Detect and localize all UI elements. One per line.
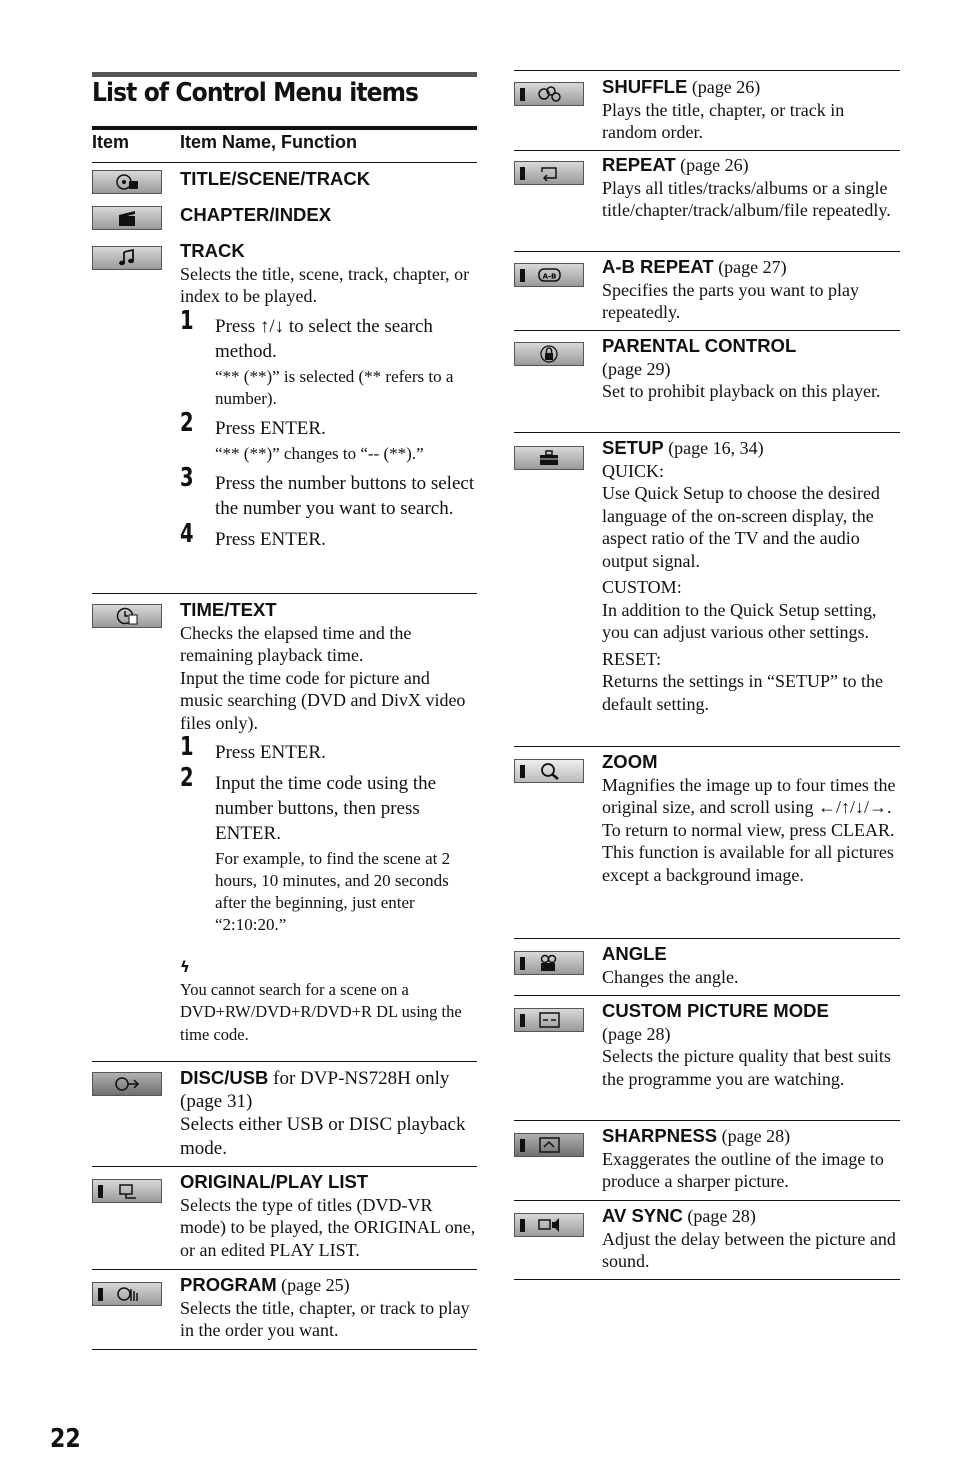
item-description: Specifies the parts you want to play repeatedly. xyxy=(602,279,859,322)
step-number: 2 xyxy=(180,407,194,438)
item-description: Magnifies the image up to four times the original size, and scroll using ←/↑/↓/→. xyxy=(602,774,896,817)
item-description: This function is available for all pictures except a background image. xyxy=(602,842,894,885)
row-time-text xyxy=(92,594,477,1062)
step-text: Input the time code using the number buttons, then press ENTER. xyxy=(215,773,437,844)
step xyxy=(180,305,477,410)
step-number: 1 xyxy=(180,305,194,336)
item-name: TRACK xyxy=(180,240,245,261)
step-text: Press ENTER. xyxy=(215,417,326,439)
item-description: Checks the elapsed time and the remaining playback time. xyxy=(180,622,412,665)
disc-title-icon xyxy=(92,170,162,194)
row-zoom xyxy=(514,747,900,939)
hint-icon: ϟ xyxy=(180,958,190,976)
item-name: CHAPTER/INDEX xyxy=(180,204,332,225)
item-page-ref: (page 28) xyxy=(682,1206,756,1226)
step-text: Press ENTER. xyxy=(215,528,326,550)
row-custom-picture-mode xyxy=(514,996,900,1121)
ab-repeat-icon xyxy=(514,263,584,287)
item-name: ORIGINAL/PLAY LIST xyxy=(180,1171,369,1192)
item-description: Set to prohibit playback on this player. xyxy=(602,381,881,401)
item-name: AV SYNC xyxy=(602,1205,683,1226)
item-description: Plays all titles/tracks/albums or a single title/chapter/track/album/file repeatedly. xyxy=(602,177,891,220)
item-page-ref: (page 27) xyxy=(713,257,787,277)
step-number: 4 xyxy=(180,518,194,549)
row-repeat xyxy=(514,150,900,252)
setup-custom-desc: In addition to the Quick Setup setting, you can adjust various other settings. xyxy=(602,599,877,642)
step-number: 3 xyxy=(180,462,194,493)
item-name: ANGLE xyxy=(602,943,667,964)
item-description: Changes the angle. xyxy=(602,966,739,987)
row-program xyxy=(92,1270,477,1350)
camera-angle-icon xyxy=(514,951,584,975)
item-name: SETUP xyxy=(602,437,664,458)
setup-reset-label: RESET: xyxy=(602,648,662,669)
item-name: PROGRAM xyxy=(180,1274,277,1295)
step xyxy=(180,407,477,465)
row-angle xyxy=(514,939,900,996)
row-setup xyxy=(514,433,900,747)
step-note: “** (**)” changes to “-- (**).” xyxy=(215,443,424,463)
step-note: “** (**)” is selected (** refers to a number). xyxy=(215,366,454,408)
item-page-ref: (page 26) xyxy=(675,155,749,175)
item-name: TIME/TEXT xyxy=(180,599,277,620)
setup-quick-desc: Use Quick Setup to choose the desired language of the on-screen display, the aspect ratio of the TV and the audio output signal. xyxy=(602,483,880,571)
setup-quick-label: QUICK: xyxy=(602,460,664,481)
column-header-name: Item Name, Function xyxy=(180,132,358,152)
sharpness-icon xyxy=(514,1133,584,1157)
item-name: DISC/USB xyxy=(180,1067,269,1088)
play-list-icon xyxy=(92,1179,162,1203)
item-description: Selects the type of titles (DVD-VR mode) to be played, the ORIGINAL one, or an edited PLAY LIST. xyxy=(180,1194,476,1260)
item-page-ref: (page 25) xyxy=(276,1275,350,1295)
item-page-ref: (page 26) xyxy=(687,77,761,97)
item-description: Adjust the delay between the picture and sound. xyxy=(602,1228,896,1271)
item-page-ref: (page 28) xyxy=(602,1023,671,1044)
row-shuffle xyxy=(514,70,900,151)
av-sync-icon xyxy=(514,1213,584,1237)
step-note: For example, to find the scene at 2 hours, 10 minutes, and 20 seconds after the beginning, just enter “2:10:20.” xyxy=(215,849,451,934)
row-original-play-list xyxy=(92,1167,477,1270)
item-description: Exaggerates the outline of the image to produce a sharper picture. xyxy=(602,1148,884,1191)
row-sharpness xyxy=(514,1121,900,1201)
item-description: To return to normal view, press CLEAR. xyxy=(602,819,895,840)
row-disc-usb xyxy=(92,1062,477,1167)
row-ab-repeat xyxy=(514,252,900,331)
step-text: Press ↑/↓ to select the search method. xyxy=(215,315,433,362)
item-description: Selects the title, scene, track, chapter, or index to be played. xyxy=(180,263,470,306)
item-description: Input the time code for picture and music searching (DVD and DivX video files only). xyxy=(180,667,466,733)
item-name: PARENTAL CONTROL xyxy=(602,335,797,356)
item-description: Selects either USB or DISC playback mode. xyxy=(180,1114,466,1159)
item-page-ref: (page 29) xyxy=(602,358,671,379)
item-name: SHARPNESS xyxy=(602,1125,718,1146)
custom-picture-icon xyxy=(514,1008,584,1032)
svg-text:A-B: A-B xyxy=(542,272,557,281)
step-number: 1 xyxy=(180,732,194,762)
item-description: Selects the picture quality that best suits the programme you are watching. xyxy=(602,1046,891,1089)
item-description: Selects the title, chapter, or track to play in the order you want. xyxy=(180,1297,470,1340)
setup-custom-label: CUSTOM: xyxy=(602,577,682,597)
item-page-ref: (page 28) xyxy=(717,1126,791,1146)
step xyxy=(180,462,477,521)
repeat-icon xyxy=(514,161,584,185)
item-name: CUSTOM PICTURE MODE xyxy=(602,1000,829,1021)
item-description: Plays the title, chapter, or track in random order. xyxy=(602,99,845,142)
item-name: SHUFFLE xyxy=(602,76,688,97)
lock-icon xyxy=(514,342,584,366)
clock-text-icon xyxy=(92,604,162,628)
item-page-ref: for DVP-NS728H only (page 31) xyxy=(180,1068,450,1112)
page-title: List of Control Menu items xyxy=(92,78,419,108)
program-icon xyxy=(92,1282,162,1306)
magnifier-icon xyxy=(514,759,584,783)
item-name: ZOOM xyxy=(602,751,658,772)
disc-usb-icon xyxy=(92,1072,162,1096)
shuffle-icon xyxy=(514,82,584,106)
hint-text: You cannot search for a scene on a DVD+RW/DVD+R/DVD+R DL using the time code. xyxy=(180,979,462,1044)
setup-reset-desc: Returns the settings in “SETUP” to the default setting. xyxy=(602,671,883,714)
column-header-item: Item xyxy=(92,132,130,152)
item-name: TITLE/SCENE/TRACK xyxy=(180,168,371,189)
clapper-icon xyxy=(92,206,162,230)
step xyxy=(180,518,477,552)
title-rule xyxy=(92,72,477,77)
step xyxy=(180,732,477,765)
item-page-ref: (page 16, 34) xyxy=(663,438,764,458)
step-text: Press the number buttons to select the number you want to search. xyxy=(215,472,475,519)
step-number: 2 xyxy=(180,763,194,793)
step-text: Press ENTER. xyxy=(215,742,326,763)
page-number: 22 xyxy=(50,1424,81,1454)
step xyxy=(180,763,477,936)
row-av-sync xyxy=(514,1201,900,1280)
setup-toolbox-icon xyxy=(514,446,584,470)
item-name: A-B REPEAT xyxy=(602,256,714,277)
title-underline xyxy=(92,126,477,130)
row-title-scene-track xyxy=(92,163,477,594)
item-name: REPEAT xyxy=(602,154,676,175)
music-note-icon xyxy=(92,246,162,270)
row-parental-control xyxy=(514,331,900,433)
